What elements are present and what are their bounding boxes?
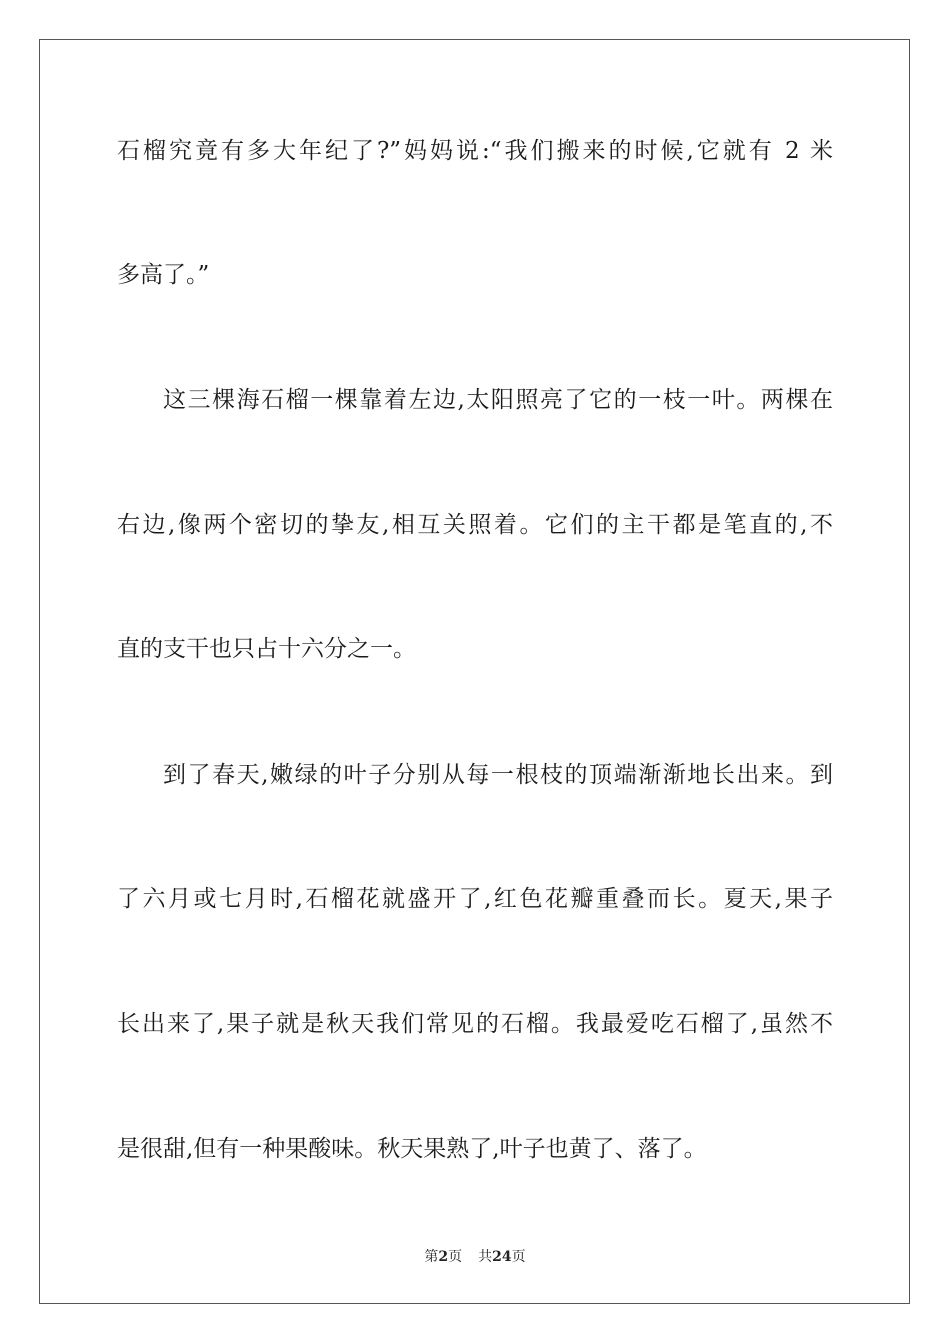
text-line-8: 长出来了,果子就是秋天我们常见的石榴。我最爱吃石榴了,虽然不 bbox=[117, 1011, 833, 1037]
total-prefix: 共 bbox=[478, 1249, 493, 1265]
page-suffix: 页 bbox=[448, 1249, 463, 1265]
total-suffix: 页 bbox=[511, 1249, 526, 1265]
text-line-6: 到了春天,嫩绿的叶子分别从每一根枝的顶端渐渐地长出来。到 bbox=[163, 762, 833, 788]
page-number: 2 bbox=[438, 1249, 449, 1265]
page-border bbox=[39, 39, 910, 1304]
text-line-1: 石榴究竟有多大年纪了?”妈妈说:“我们搬来的时候,它就有 2 米 bbox=[117, 138, 833, 164]
page-prefix: 第 bbox=[424, 1249, 439, 1265]
text-line-5: 直的支干也只占十六分之一。 bbox=[117, 636, 416, 662]
text-line-9: 是很甜,但有一种果酸味。秋天果熟了,叶子也黄了、落了。 bbox=[117, 1136, 707, 1162]
text-line-7: 了六月或七月时,石榴花就盛开了,红色花瓣重叠而长。夏天,果子 bbox=[117, 886, 833, 912]
total-pages: 24 bbox=[492, 1249, 512, 1265]
text-line-3: 这三棵海石榴一棵靠着左边,太阳照亮了它的一枝一叶。两棵在 bbox=[163, 387, 833, 413]
text-line-2: 多高了。” bbox=[117, 262, 210, 288]
text-line-4: 右边,像两个密切的挚友,相互关照着。它们的主干都是笔直的,不 bbox=[117, 512, 833, 538]
page-footer bbox=[0, 1247, 950, 1267]
